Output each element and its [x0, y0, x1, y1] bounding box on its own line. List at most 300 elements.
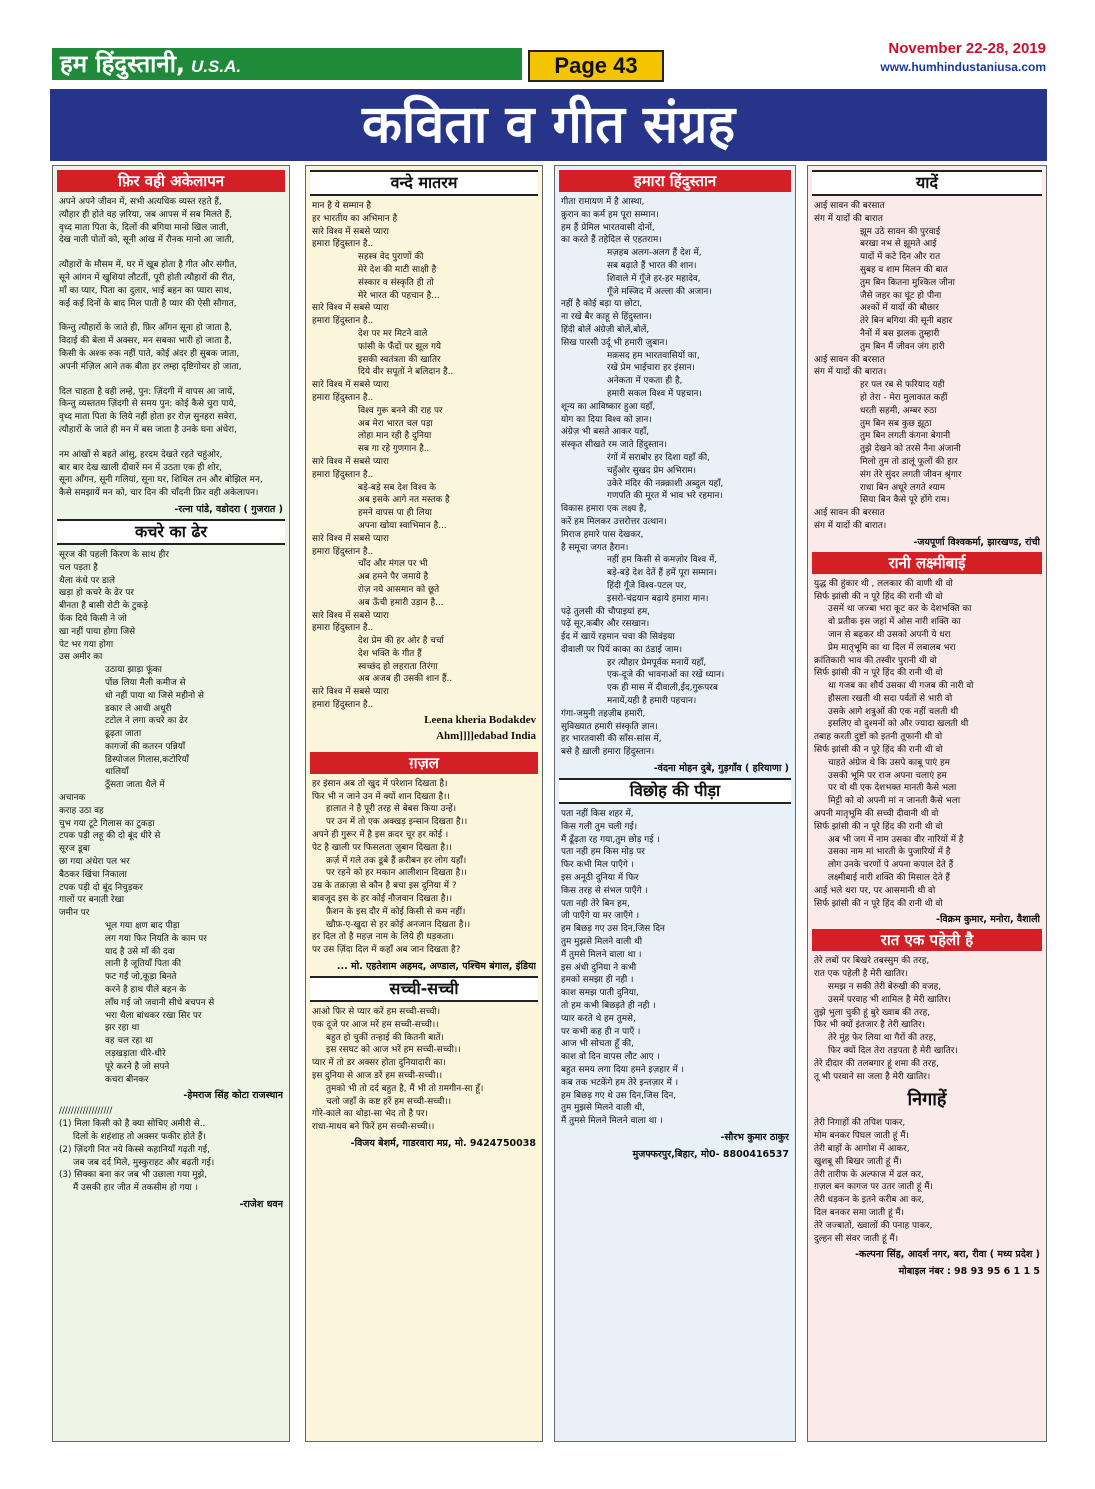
- poem-line: कैसे समझायें मन को, चार दिन की चाँदनी फ़िर वही अकेलापन।: [59, 488, 259, 499]
- poem-line: ग़ज़ल बन कागज पर उतर जाती हूं मैं।: [814, 1182, 933, 1193]
- poem-line: शून्य का आविष्कार हुआ यहाँ,: [561, 401, 656, 412]
- poem-line: लग गया फिर नियति के काम पर: [105, 933, 207, 944]
- poem-line: एक-दूजे की भावनाओं का रखें ध्यान।: [607, 670, 725, 681]
- poem-line: पढ़े तुलसी की चौपाइयां हम,: [561, 606, 650, 617]
- poem-line: अब इसके आगे नत मस्तक है: [358, 495, 450, 506]
- poem-line: संग में यादों की बारात: [814, 213, 883, 224]
- poem-line: कागजों की कतरन पन्नियाँ: [105, 741, 186, 752]
- poem-line: हो तेरा - मेरा मुलाकात कहीं: [860, 392, 948, 403]
- poem-line: फिर भी क्यों इंतजार है तेरी खातिर।: [814, 1020, 925, 1031]
- poem-line: कचरा बीनकर: [105, 1074, 149, 1085]
- poem-line: सब बढ़ाते हैं भारत की शान।: [607, 260, 697, 271]
- poem-line: दुल्हन सी संवर जाती हूं मैं।: [814, 1233, 899, 1244]
- poem-line: अब मेरा भारत चल पड़ा: [358, 418, 433, 429]
- poem-line: खा नहीं पाया होगा जिसे: [59, 626, 136, 637]
- column-2: [305, 165, 543, 1442]
- poem-line: प्यार में तो डर अक्सर होता दुनियादारी का।: [312, 1058, 446, 1069]
- poem-line: एक ही मास में दीवाली,ईद,गुरूपरब: [607, 683, 718, 694]
- poem-line: बड़े-बड़े सब देश विश्व के: [358, 482, 436, 493]
- poem-line: पर उस ज़िंदा दिल में कहाँ अब जान दिखता है?: [312, 945, 461, 956]
- poem-line: हमारा हिंदुस्तान है..: [312, 469, 374, 480]
- poem-body: [312, 1006, 536, 1134]
- column-3: [554, 165, 796, 1442]
- poem-line: सारे विश्व में सबसे प्यारा: [312, 226, 389, 237]
- poem-line: सूने आंगन में खुशियां लौटतीं, पूरी होती त्यौहारों की रीत,: [59, 272, 236, 283]
- poem-line: अचानक: [59, 793, 86, 804]
- poem-line: मिराज हमारे पास देखकर,: [561, 529, 644, 540]
- poem-line: तुम मुझसे मिलने वाली थी: [561, 937, 643, 948]
- poem-line: संग तेरे सुंदर लगती जीवन श्रृंगार: [860, 469, 962, 480]
- poem-line: हर पल रब से फरियाद यही: [860, 380, 945, 391]
- poem-line: (2) ज़िंदगी नित नये किस्से कहानियाँ गढ़ती गई,: [59, 1144, 210, 1155]
- poem-line: हम हैं प्रेमिल भारतवासी दोनों,: [561, 222, 655, 233]
- poem-line: सारे विश्व में सबसे प्यारा: [312, 687, 389, 698]
- poem-line: चहुँओर सुखद प्रेम अभिराम।: [607, 465, 696, 476]
- poem-line: जान से बढ़कर थी उसको अपनी ये धरा: [828, 629, 951, 640]
- poem-line: हर दिल तो है महज़ नाम के लिये ही धड़कता।: [312, 932, 454, 943]
- poem-line: तो हम कभी बिछड़ते ही नही ।: [561, 1001, 656, 1012]
- poem-line: हमारा हिंदुस्तान है..: [312, 316, 374, 327]
- poem-line: अनेकता में एकता ही है,: [607, 376, 683, 387]
- poem-title: निगाहें: [907, 1089, 947, 1111]
- poem-author: -जयपूर्णा विश्वकर्मा, झारखण्ड, रांची: [913, 536, 1040, 548]
- poem-line: उम्र के तक़ाज़ा से कौन है बचा इस दुनिया में ?: [312, 881, 457, 892]
- poem-line: गालों पर बनाती रेखा: [59, 895, 125, 906]
- poem-line: योग का दिया विश्व को ज्ञान।: [561, 414, 652, 425]
- poem-line: है समूचा जगत हैरान।: [561, 542, 629, 553]
- poem-line: गूँजे मस्जिद में अल्ला की अजान।: [607, 286, 712, 297]
- poem-line: (3) सिक्का बना कर जब भी उछाला गया मुझे,: [59, 1170, 207, 1181]
- poem-line: तेरे मुंह फेर लिया था गैरों की तरह,: [828, 1033, 936, 1044]
- column-1: [52, 165, 290, 1442]
- poem-line: [59, 310, 283, 322]
- poem-line: हमारा हिंदुस्तान है..: [312, 546, 374, 557]
- poem-line: शिवाले में गूँजे हर-हर महादेव,: [607, 273, 701, 284]
- logo-text: हम हिंदुस्तानी,: [60, 50, 186, 78]
- poem-line: उसमें था जज्बा भरा कूट कर के देशभक्ति का: [828, 604, 972, 615]
- poem-line: तेरी निगाहों की तपिश पाकर,: [814, 1118, 906, 1129]
- poem-line: संस्कार व संस्कृति ही तो: [358, 277, 434, 288]
- poem-line: देश भक्ति के गीत हैं: [358, 648, 422, 659]
- poem-line: तुम बिन कितना मुश्किल जीना: [860, 277, 955, 288]
- poem-body: [312, 200, 536, 712]
- poem-title: यादें: [812, 170, 1042, 196]
- poem-line: स्वच्छंद हो लहराता तिरंगा: [358, 661, 438, 672]
- poem-line: आई भले थरा पर, पर आसमानी थी वो: [814, 885, 936, 896]
- poem-line: आई सावन की बरसात: [814, 354, 885, 365]
- poem-line: गंगा-जमुनी तहज़ीब हमारी,: [561, 708, 646, 719]
- poem-line: फट गईं जो,कूड़ा बिनते: [105, 972, 177, 983]
- poem-line: किन्तु त्यौहारों के जाते ही, फ़िर आँगन सूना हो जाता है,: [59, 323, 232, 334]
- poem-line: चल पड़ता है: [59, 562, 98, 573]
- poem-line: अब भी जग में नाम उसका वीर नारियों में है: [828, 834, 964, 845]
- poem-line: मिलो तुम तो डालूं फूलों की हार: [860, 456, 958, 467]
- poem-line: सारे विश्व में सबसे प्यारा: [312, 610, 389, 621]
- poem-line: छा गया अंधेरा पल भर: [59, 857, 130, 868]
- poem-line: सारे विश्व में सबसे प्यारा: [312, 533, 389, 544]
- poem-line: हिंदी गूँजे विश्व-पटल पर,: [607, 580, 687, 591]
- poem-line: पर उन में तो एक अक्खड़ इन्सान दिखता है।।: [326, 817, 468, 828]
- poem-author: -वंदना मोहन दुबे, गुड़गाँव ( हरियाणा ): [653, 763, 789, 775]
- poem-line: गोरे-काले का थोड़ा-सा भेद तो है पर।: [312, 1109, 428, 1120]
- poem-line: हमारा हिंदुस्तान है..: [312, 700, 374, 711]
- poem-line: पता नही तेरे बिन हम,: [561, 898, 630, 909]
- poem-line: आओ फिर से प्यार करें हम सच्ची-सच्ची।: [312, 1007, 441, 1018]
- poem-line: हमारा हिंदुस्तान है..: [312, 623, 374, 634]
- poem-line: [59, 247, 283, 259]
- poem-line: ना रखे बैर काहू से हिंदुस्तान।: [561, 312, 652, 323]
- poem-line: पोंछ लिया मैली कमीज से: [105, 677, 186, 688]
- poem-line: मान है ये सम्मान है: [312, 201, 372, 211]
- poem-title: रानी लक्ष्मीबाई: [812, 552, 1042, 574]
- poem-line: गणपति की मूरत में भाव भरे रहमान।: [607, 491, 723, 502]
- poem-line: देख नाती पोतों को, सूनी आंख में रौनक मानो आ जाती,: [59, 235, 235, 246]
- poem-line: तेरे लबों पर बिखरे तबस्सुम की तरह,: [814, 956, 930, 967]
- poem-line: क़ुरान का कर्म हम पूरा सम्मान।: [561, 209, 659, 220]
- poem-line: इसकी स्वतंत्रता की खातिर: [358, 354, 441, 365]
- poem-body: [59, 549, 283, 1086]
- poem-line: टपक पड़ी लहू की दो बूंद धीरे से: [59, 831, 161, 842]
- website-link[interactable]: www.humhindustaniusa.com: [880, 60, 1046, 74]
- poem-line: मैं ढूँढ़ता रह गया,तुम छोड़ गई ।: [561, 834, 660, 845]
- poem-line: क़र्ज़ में गले तक डूबे हैं क़रीबन हर लोग यहाँ।: [326, 855, 467, 866]
- poem-line: रोज़ नये आसमान को छूते: [358, 584, 440, 595]
- poem-line: मेरे भारत की पहचान है...: [358, 290, 440, 301]
- poem-line: किसी के अश्क रुक नहीं पाते, कोई अंदर ही सुबक जाता,: [59, 348, 240, 359]
- poem-line: वो प्रतीक इस जहां में ओस नारी शक्ति का: [828, 617, 961, 628]
- poem-line: सिर्फ झांसी की न पूरे हिंद की रानी थी वो: [814, 668, 943, 679]
- poem-line: डिस्पोजल गिलास,कटोरियाँ: [105, 754, 189, 765]
- poem-line: तू भी परवाने सा जला है मेरी खातिर।: [814, 1071, 931, 1082]
- poem-line: पढ़ें सूर,कबीर और रसखान।: [561, 619, 650, 630]
- poem-author: ... मो. एहतेशाम अहमद, अण्डाल, पश्चिम बंगाल, इंडिया: [336, 961, 536, 973]
- poem-line: कई कई दिनों के बाद मिल पाती है प्यार की ऐसी सौगात,: [59, 298, 237, 309]
- page-header: [0, 0, 1095, 86]
- poem-line: हर त्यौहार प्रेमपूर्वक मनायें यहाँ,: [607, 657, 707, 668]
- poem-line: पर रहने को हर मकान आलीशान दिखता है।।: [326, 868, 467, 879]
- poem-line: वह चल रहा था: [105, 1036, 153, 1047]
- poem-line: राधा-माधव बने फिरें हम सच्ची-सच्ची।।: [312, 1122, 435, 1133]
- poem-line: लड़खड़ाता धीरे-धीरे: [105, 1049, 166, 1060]
- poem-line: अपना खोया स्वाभिमान है...: [358, 520, 447, 531]
- poem-line: लाँघ गई जो जवानी सीधे बचपन से: [105, 997, 215, 1008]
- poem-line: सारे विश्व में सबसे प्यारा: [312, 303, 389, 314]
- poem-line: अंग्रेज़ भी बसते आकर यहाँ,: [561, 427, 650, 438]
- poem-body: [59, 1105, 283, 1195]
- poem-body: [59, 196, 283, 500]
- poem-line: अपने अपने जीवन में, सभी अत्यधिक व्यस्त रहते हैं,: [59, 197, 222, 207]
- poem-line: झूम उठे सावन की पुरवाई: [860, 226, 941, 237]
- poem-title: विछोह की पीड़ा: [559, 778, 791, 804]
- poem-line: बहुत समय लगा दिया हमने इज़हार में ।: [561, 1065, 684, 1075]
- poem-line: मोम बनकर पिघल जाती हूं मैं।: [814, 1131, 909, 1142]
- poem-body: [814, 1117, 1040, 1245]
- poem-line: विश्व गुरू बनने की राह पर: [358, 405, 443, 416]
- poem-line: इस रसघट को आज भरें हम सच्ची-सच्ची।।: [326, 1045, 461, 1056]
- poem-author: -रत्ना पांडे, वडोदरा ( गुजरात ): [174, 503, 283, 515]
- poem-line: मेरे देश की माटी साक्षी है: [358, 264, 437, 275]
- poem-line: विदाई की बेला में अक्सर, मन सबका भारी हो जाता है,: [59, 336, 232, 347]
- poem-line: चाहते अंग्रेज थे कि उसपे काबू पाएं हम: [828, 757, 950, 768]
- poem-line: उस अमीर का: [59, 652, 103, 663]
- poem-author: -सौरभ कुमार ठाकुर: [720, 1131, 789, 1143]
- poem-line: बीनता है बासी रोटी के टुकड़े: [59, 601, 148, 612]
- poem-line: रात एक पहेली है मेरी खातिर।: [814, 969, 908, 980]
- poem-line: नैनों में बस झलक तुम्हारी: [860, 328, 940, 339]
- poem-line: अपने ही गुरूर में है इस क़दर चूर हर कोई ।: [312, 830, 449, 841]
- poem-line: करें हम मिलकर उत्तरोत्तर उत्थान।: [561, 516, 667, 527]
- poem-author: -कल्पना सिंह, आदर्श नगर, बरा, रीवा ( मध्य प्रदेश ): [855, 1249, 1040, 1261]
- poem-line: सिर्फ झांसी की न पूरे हिंद की रानी थी वो: [814, 591, 943, 602]
- poem-line: सूरज डूबा: [59, 844, 90, 855]
- poem-line: बरखा नभ से झूमते आई: [860, 239, 937, 250]
- poem-body: [561, 196, 789, 759]
- poem-line: हमारी सकल विश्व में पहचान।: [607, 388, 702, 399]
- poem-line: अब हमने पैर जमाये है: [358, 572, 429, 583]
- poem-line: अब अजब ही उसकी शान हैं..: [358, 674, 453, 685]
- poem-author-city: Ahm]]]]edabad India: [436, 729, 536, 742]
- poem-line: भूल गया क्षण बाद पीड़ा: [105, 921, 180, 932]
- poem-line: नहीं है कोई बड़ा या छोटा,: [561, 299, 643, 310]
- poem-line: मिट्टी को वो अपनी मां न जानती कैसे भला: [828, 796, 961, 807]
- poem-line: देश प्रेम की हर ओर है चर्चा: [358, 636, 444, 647]
- poem-line: तुम बिन मैं जीवन जंग हारी: [860, 341, 945, 352]
- poem-line: बार बार देख खाली दीवारें मन में उठता एक ही शोर,: [59, 462, 222, 473]
- poem-line: त्यौहार ही होते वह ज़रिया, जब आपस में सब मिलते हैं,: [59, 209, 233, 220]
- poem-line: ठूँसता जाता थैले में: [105, 780, 165, 791]
- poem-line: संग में यादों की बारात।: [814, 520, 887, 531]
- poem-line: सब गा रहे गुणगान है..: [358, 444, 430, 455]
- poem-line: दिये वीर सपूतों ने बलिदान है..: [358, 367, 454, 378]
- poem-line: इस दुनिया से आज डरें हम सच्ची-सच्ची।।: [312, 1071, 443, 1082]
- poem-line: तेरे जज्बातों, ख्वालों की पनाह पाकर,: [814, 1220, 933, 1231]
- poem-author: -हेमराज सिंह कोटा राजस्थान: [183, 1090, 283, 1102]
- poem-title: ग़ज़ल: [310, 752, 538, 774]
- poem-line: रंगों में सराबोर हर दिशा यहाँ की,: [607, 452, 710, 463]
- poem-line: पता नही हम किस मोड़ पर: [561, 847, 645, 858]
- poem-line: अपनी मातृभूमि की सच्ची दीवानी थी वो: [814, 809, 939, 820]
- poem-line: त्यौहारों के जाते ही मन में बस जाता है उनके घना अंधेरा,: [59, 424, 237, 435]
- poem-line: बड़े-बड़े देश देतें हैं हमें पूरा सम्मान।: [607, 568, 717, 579]
- poem-line: प्रेम मातृभूमि का था दिल में लबालब भरा: [828, 642, 956, 653]
- poem-line: पर कभी कह ही न पाएँ ।: [561, 1026, 641, 1037]
- poem-line: समझ न सकी तेरी बेरुखी की वजह,: [828, 982, 942, 993]
- poem-line: खड़ा हो कचरे के ढेर पर: [59, 588, 134, 599]
- poem-line: [59, 437, 283, 449]
- poem-line: बसे है ख़ाली हमारा हिंदुस्तान।: [561, 747, 655, 758]
- poem-line: तुझे भुला चुकी हूं बुरे ख्वाब की तरह,: [814, 1007, 931, 1018]
- issue-date: November 22-28, 2019: [888, 40, 1046, 57]
- poem-line: उसका नाम मां भारती के पुजारियों में है: [828, 847, 951, 858]
- poem-line: लोहा मान रही है दुनिया: [358, 431, 432, 442]
- poem-line: संस्कृत सीखते रम जाते हिंदुस्तान।: [561, 440, 667, 451]
- poem-author-contact: मुजफ्फरपुर,बिहार, मो0- 8800416537: [632, 1148, 789, 1160]
- poem-line: आज भी सोचता हूँ की,: [561, 1039, 634, 1050]
- poem-line: पर वो थी एक देशभक्त मानती कैसे भला: [828, 783, 957, 794]
- poem-line: हमने वापस पा ही लिया: [358, 508, 432, 519]
- poem-line: ईद में खायें रहमान चचा की सिवंइया: [561, 632, 675, 643]
- poem-line: यादों में कटे दिन और रात: [860, 252, 941, 263]
- poem-line: सिर्फ झांसी की न पूरे हिंद की रानी थी वो: [814, 821, 943, 832]
- poem-line: प्यार करते थे हम तुमसे,: [561, 1013, 636, 1024]
- poem-line: एक दूजे पर आज मरें हम सच्ची-सच्ची।।: [312, 1019, 439, 1030]
- poem-line: तुम मुझसे मिलने वाली थी,: [561, 1103, 645, 1114]
- poem-line: थालियाँ: [105, 767, 129, 778]
- poem-line: युद्ध की हुंकार थी , ललकार की वाणी थी वो: [814, 578, 953, 589]
- column-4: [807, 165, 1047, 1442]
- poem-line: (1) मिला किसी को है क्या सोचिए अमीरी से..: [59, 1119, 206, 1130]
- poem-line: तेरे बिन बगिया की सूनी बहार: [860, 316, 953, 327]
- poem-line: टपक पड़ी दो बूंद निचुड़कर: [59, 882, 143, 893]
- poem-title: हमारा हिंदुस्तान: [559, 170, 791, 192]
- poem-line: भरा थैला बांधकर रखा सिर पर: [105, 1010, 202, 1021]
- poem-line: रखे प्रेम भाईचारा हर इंसान।: [607, 363, 695, 374]
- poem-body: [312, 778, 536, 957]
- poem-line: इस अनूठी दुनिया में फिर: [561, 873, 639, 884]
- poem-body: [814, 200, 1040, 533]
- poem-line: नम आंखों से बहते आंसु, हरदम देखते रहते चहुंओर,: [59, 449, 223, 460]
- poem-line: जी पाएँगे या मर जाएँगे ।: [561, 911, 640, 922]
- poem-line: हौसला रखती थी सदा पर्वतों से भारी वो: [828, 693, 953, 704]
- poem-line: मैं तुमसे मिलने मिलने वाला था ।: [561, 1116, 663, 1127]
- poem-line: हिंदी बोलें अंग्रेज़ी बोलें,बोलें,: [561, 324, 650, 335]
- poem-line: सारे विश्व में सबसे प्यारा: [312, 380, 389, 391]
- poem-author: -राजेश धवन: [239, 1198, 283, 1210]
- poem-line: तबाह करती दुष्टों को इतनी तूफानी थी वो: [814, 732, 943, 743]
- poem-body: [814, 578, 1040, 911]
- poem-line: अश्कों में यादों की बौछार: [860, 303, 939, 314]
- poem-line: मक़सद हम भारतवासियों का,: [607, 350, 700, 361]
- poem-line: कराह उठा वह: [59, 805, 104, 816]
- poem-line: फ़ैशन के इस दौर में कोई किसी से कम नहीं।: [326, 906, 466, 917]
- poem-line: किस तरह से संभल पाएँगे ।: [561, 885, 648, 896]
- logo-usa: U.S.A.: [191, 57, 242, 76]
- section-banner: कविता व गीत संग्रह: [50, 89, 1047, 161]
- poem-line: तुमको भी तो दर्द बहुत है, मैं भी तो ग़मगीन-सा हूँ।: [326, 1083, 484, 1094]
- poem-line: हर भारतवासी की साँस-सांस में,: [561, 734, 662, 745]
- poem-line: अपनी मंज़िल आने तक बीता हर लम्हा दृष्टिगोचर हो जाता,: [59, 361, 242, 372]
- poem-line: फांसी के फंँदों पर झूल गये: [358, 341, 442, 352]
- newspaper-logo[interactable]: [52, 48, 522, 80]
- poem-line: चाँद और मंगल पर भी: [358, 559, 428, 570]
- poem-line: याद है उसे माँ की दवा: [105, 946, 175, 957]
- poem-line: सिर्फ झांसी की न पूरे हिंद की रानी थी वो: [814, 898, 943, 909]
- poem-line: [59, 374, 283, 386]
- poem-line: वृध्द माता पिता के लिये नहीं होता हर रोज़ सुनहरा सवेरा,: [59, 412, 237, 423]
- poem-line: टटोल ने लगा कचरे का ढेर: [105, 716, 188, 727]
- poem-line: इसलिए वो दुश्मनों को और ज्यादा खलती थी: [828, 719, 969, 730]
- poem-line: विकास हमारा एक लक्ष्य है,: [561, 504, 647, 515]
- poem-line: तेरी धड़कन के इतने करीब आ कर,: [814, 1195, 925, 1206]
- poem-line: संग में यादों की बारात।: [814, 367, 887, 378]
- poem-line: तुम बिन सब कुछ झूठा: [860, 418, 932, 429]
- poem-line: धरती सहमी, अम्बर रुठा: [860, 405, 937, 416]
- poem-line: बैठकर खिंचा निकाला: [59, 869, 127, 880]
- poem-line: चुभ गया टूटे गिलास का टुकड़ा: [59, 818, 155, 829]
- poem-line: ढूढ़ता जाता: [105, 729, 142, 740]
- poem-line: दिल चाहता है वही लम्हे, पुन: ज़िंदगी में वापस आ जायें,: [59, 386, 235, 397]
- poem-author: -विजय बेशर्म, गाडरवारा मप्र, मो. 9424750038: [350, 1138, 536, 1149]
- poem-line: किस गली तुम चली गई।: [561, 821, 638, 832]
- poem-line: हम बिछड़ गए थे उस दिन,जिस दिन,: [561, 1090, 677, 1101]
- poem-line: फिर क्यों दिल तेरा तड़पता है मेरी खातिर।: [828, 1046, 958, 1057]
- poem-line: उसकी भूमि पर राज अपना चलाएं हम: [828, 770, 947, 781]
- poem-line: हम बिछड़ गए उस दिन,जिस दिन: [561, 924, 665, 935]
- poem-line: सूरज की पहली किरण के साथ हीर: [59, 549, 169, 560]
- poem-line: लक्ष्मीबाई नारी शक्ति की मिसाल देते हैं: [828, 873, 950, 884]
- poem-line: हमको समझा ही नही ।: [561, 975, 634, 986]
- poem-line: आई सावन की बरसात: [814, 508, 885, 519]
- poem-line: तुझे देखने को तरसे नैना अंजानी: [860, 444, 961, 455]
- poem-line: नहीं हम किसी से कमज़ोर विश्व में,: [607, 555, 718, 566]
- poem-line: उठाया झाड़ा फूंका: [105, 665, 162, 676]
- poem-line: वृध्द माता पिता के, दिलों की बगिया मानो खिल जाती,: [59, 222, 229, 233]
- poem-line: इस अंधी दुनिया ने कभी: [561, 962, 637, 973]
- poem-line: माँ का प्यार, पिता का दुलार, भाई बहन का प्यारा साथ,: [59, 285, 232, 296]
- poem-line: हर इंसान अब तो खुद में परेशान दिखता है।: [312, 778, 448, 789]
- poem-line: मज़हब अलग-अलग हैं देश में,: [607, 248, 702, 259]
- poem-line: सुबह व शाम मिलन की बात: [860, 264, 948, 275]
- poem-line: पेट है खाली पर फिसलता ज़ुबान दिखता है।।: [312, 842, 452, 853]
- poem-line: दिलों के शहंशाह तो अक्सर फकीर होते हैं।: [73, 1132, 206, 1142]
- poem-line: काश वो दिन वापस लौट आए ।: [561, 1052, 660, 1063]
- poem-line: सिख पारसी उर्दू भी हमारी ज़ुबान।: [561, 337, 668, 348]
- poem-line: गीता रामायण में है आस्था,: [561, 197, 645, 207]
- poem-line: लानी है जूतियाँ पिता की: [105, 959, 182, 970]
- poem-line: इसरो-चंद्रयान बढ़ाये हमारा मान।: [607, 593, 709, 604]
- poem-line: सिया बिन कैसे पूरे होंगे राम।: [860, 495, 950, 506]
- poem-title: वन्दे मातरम: [310, 170, 538, 196]
- poem-line: जमीन पर: [59, 908, 90, 919]
- poem-line: चलो जहाँ के कष्ट हरें हम सच्ची-सच्ची।।: [326, 1096, 452, 1107]
- poem-line: सहस्त्र वेद पुराणों की: [358, 252, 424, 263]
- poem-line: धो नहीं पाया था जिसे महीनो से: [105, 690, 204, 701]
- poem-line: का करते हैं तहेदिल से एहतराम।: [561, 235, 662, 246]
- poem-line: हर भारतीय का अभिमान है: [312, 213, 398, 224]
- poem-line: मैं तुमसे मिलने वाला था ।: [561, 949, 642, 960]
- poem-body: [561, 808, 789, 1128]
- poem-line: उकेरे मंदिर की नक़्क़ाशी अब्दुल यहाँ,: [607, 478, 724, 489]
- poem-line: //////////////////: [59, 1106, 113, 1117]
- poem-line: हालात ने है पूरी तरह से बेबस किया उन्हें।: [326, 804, 457, 815]
- poem-line: फिर कभी मिल पाएँगे ।: [561, 860, 634, 871]
- poem-line: सिर्फ झांसी की न पूरे हिंद की रानी थी वो: [814, 745, 943, 756]
- poem-line: हमारा हिंदुस्तान है..: [312, 392, 374, 403]
- poem-line: दिल बनकर समा जाती हूं मैं।: [814, 1207, 905, 1218]
- poem-line: किन्तु व्यस्ततम ज़िंदगी से समय पुन: कोई कैसे चुरा पाये,: [59, 399, 237, 410]
- poem-line: मनायें,यही है हमारी पहचान।: [607, 696, 697, 707]
- poem-line: आई सावन की बरसात: [814, 201, 885, 211]
- poem-line: पूरे करने है जो सपने: [105, 1061, 170, 1072]
- poem-body: [814, 955, 1040, 1083]
- poem-title: रात एक पहेली है: [812, 929, 1042, 951]
- poem-line: हमारा हिंदुस्तान है..: [312, 239, 374, 250]
- poem-line: तेरे दीदार की तलबगार हूं शमा की तरह,: [814, 1058, 939, 1069]
- poem-line: बावजूद इस के हर कोई नौजवान दिखता है।।: [312, 894, 453, 905]
- poem-line: मैं उसकी हार जीत में तकसीम हो गया ।: [73, 1183, 198, 1194]
- poem-title: कचरे का ढेर: [57, 519, 285, 545]
- poem-line: सारे विश्व में सबसे प्यारा: [312, 456, 389, 467]
- poem-author: Leena kheria Bodakdev: [424, 713, 536, 726]
- poem-line: उसमें परवाह भी शामिल है मेरी खातिर।: [828, 994, 951, 1005]
- poem-line: जैसे जहर का घूंट हो पीना: [860, 290, 942, 301]
- poem-line: डकार ले आधी अधूरी: [105, 703, 172, 714]
- poem-line: फेंक दिये किसी ने जो: [59, 613, 127, 624]
- poem-line: जब जब दर्द मिले, मुस्कुराहट और बढ़ती गई।: [73, 1157, 215, 1168]
- poem-line: था गजब का शौर्य उसका थी गजब की नारी वो: [828, 681, 974, 692]
- poem-line: दीवाली पर पियें काका का ठंडाई जाम।: [561, 644, 683, 655]
- poem-title: सच्ची-सच्ची: [310, 976, 538, 1002]
